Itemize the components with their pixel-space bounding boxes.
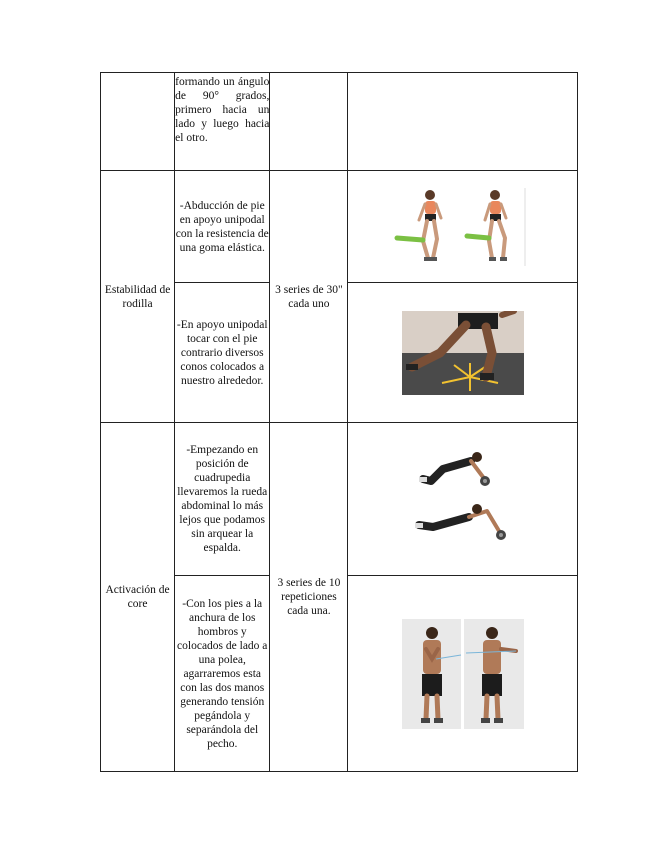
category-cell: Activación de core [101, 423, 175, 772]
image-cell [348, 283, 578, 423]
category-cell: Estabilidad de rodilla [101, 171, 175, 423]
table-row [101, 423, 578, 576]
description-cell: -Empezando en posición de cuadrupedia llevaremos la rueda abdominal lo más lejos que podamos sin arquear la espalda. [175, 423, 270, 576]
woman-band-abduction-photo [393, 186, 533, 268]
sets-cell: 3 series de 30" cada uno [270, 171, 348, 423]
sets-cell: 3 series de 10 repeticiones cada una. [270, 423, 348, 772]
image-cell [348, 576, 578, 772]
table-row [101, 73, 578, 171]
description-cell: -Abducción de pie en apoyo unipodal con la resistencia de una goma elástica. [175, 171, 270, 283]
table-row [101, 171, 578, 283]
ab-wheel-rollout-photo [413, 447, 513, 551]
image-cell [348, 171, 578, 283]
image-cell [348, 423, 578, 576]
description-cell: -Con los pies a la anchura de los hombros y colocados de lado a una polea, agarraremos esta con las dos manos generando tensión pegándola y separándola del pecho. [175, 576, 270, 772]
exercise-table [100, 72, 578, 772]
cable-pallof-press-photo [402, 619, 524, 729]
category-cell [101, 73, 175, 171]
single-leg-star-reach-photo [402, 311, 524, 395]
sets-cell [270, 73, 348, 171]
description-cell: -En apoyo unipodal tocar con el pie contrario diversos conos colocados a nuestro alrededor. [175, 283, 270, 423]
image-cell [348, 73, 578, 171]
description-cell: formando un ángulo de 90° grados, primero hacia un lado y luego hacia el otro. [175, 73, 270, 171]
